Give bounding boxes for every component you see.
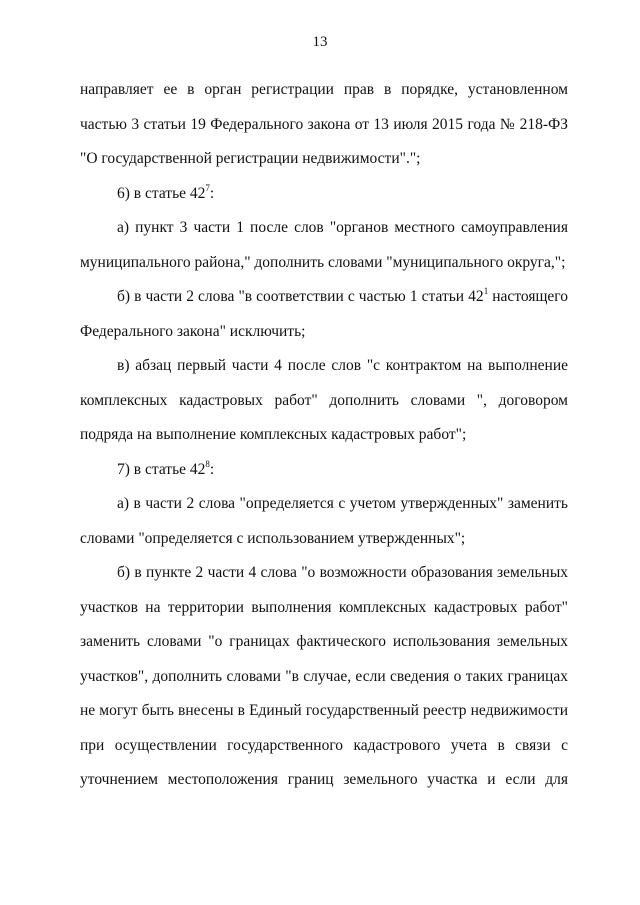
item-7-heading — [80, 453, 568, 488]
item-7-superscript: 8 — [205, 458, 210, 469]
item-7-text: 7) в статье 42 — [117, 460, 206, 478]
item-7-colon: : — [209, 460, 215, 478]
paragraph-continuation: направляет ее в орган регистрации прав в порядке, установленном частью 3 статьи 19 Федерального закона от 13 июля 2015 года № 218-ФЗ "О государственной регистрации недвижимости"."; — [80, 81, 568, 167]
item-6-b-tail: настоящего Федерального закона" исключить; — [80, 288, 569, 340]
page-number: 13 — [312, 34, 328, 50]
item-6-superscript: 7 — [205, 182, 210, 193]
item-7-b: б) в пункте 2 части 4 слова "о возможности образования земельных участков на территории выполнения комплексных кадастровых работ" заменить словами "о границах фактического использования земельных участков", дополнить словами "в случае, если сведения о таких границах не могут быть внесены в Единый государственный реестр недвижимости при осуществлении государственного кадастрового учета в связи с уточнением местоположения границ земельного участка и если для — [80, 564, 568, 788]
item-6-v: в) абзац первый части 4 после слов "с контрактом на выполнение комплексных кадастровых работ" дополнить словами ", договором подряда на выполнение комплексных кадастровых работ"; — [80, 357, 568, 443]
item-6-b-superscript: 1 — [483, 286, 489, 296]
item-6-heading — [80, 177, 568, 212]
item-6-text: 6) в статье 42 — [117, 184, 206, 202]
item-7-a: а) в части 2 слова "определяется с учетом утвержденных" заменить словами "определяется с использованием утвержденных"; — [80, 495, 568, 547]
item-6-colon: : — [209, 184, 215, 202]
item-6-b-text: б) в части 2 слова "в соответствии с частью 1 статьи 42 — [117, 288, 484, 305]
item-6-a: а) пункт 3 части 1 после слов "органов местного самоуправления муниципального района," дополнить словами "муниципального округа,"; — [80, 219, 568, 271]
document-body — [80, 73, 568, 798]
item-6-b — [80, 280, 568, 349]
